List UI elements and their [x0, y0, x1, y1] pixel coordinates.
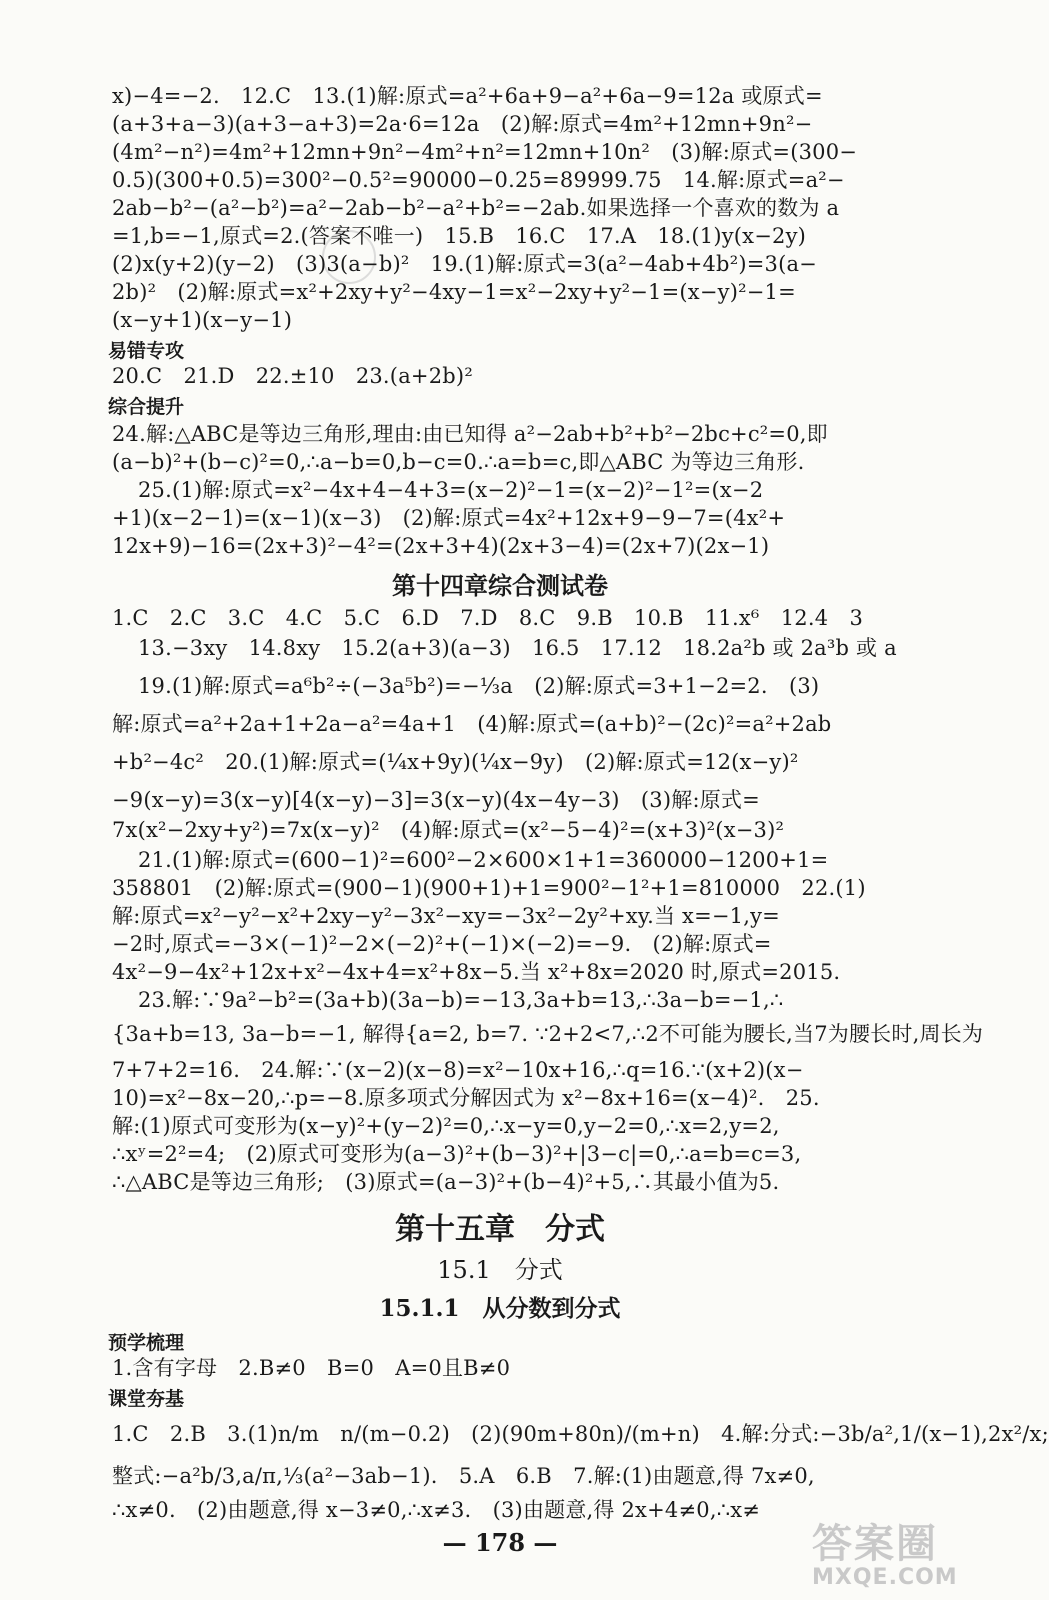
watermark-logo: [812, 1522, 988, 1592]
section-heading: 预学梳理: [108, 1332, 185, 1354]
text-line: 20.C 21.D 22.±10 23.(a+2b)²: [112, 364, 473, 388]
text-line: x)−4=−2. 12.C 13.(1)解:原式=a²+6a+9−a²+6a−9=12a 或原式=: [112, 84, 823, 108]
page-number: — 178 —: [442, 1528, 558, 1557]
text-line: +1)(x−2−1)=(x−1)(x−3) (2)解:原式=4x²+12x+9−9−7=(4x²+: [112, 506, 786, 530]
text-line: (x−y+1)(x−y−1): [112, 308, 293, 332]
watermark-url: MXQE.COM: [812, 1565, 958, 1590]
section-heading: 易错专攻: [108, 340, 185, 362]
text-line: 2ab−b²−(a²−b²)=a²−2ab−b²−a²+b²=−2ab.如果选择一个喜欢的数为 a: [112, 196, 840, 220]
text-line: ∴x≠0. (2)由题意,得 x−3≠0,∴x≠3. (3)由题意,得 2x+4≠0,∴x≠: [112, 1498, 761, 1522]
section-heading: 课堂夯基: [108, 1388, 185, 1410]
watermark-text: 答案圈: [812, 1521, 938, 1567]
section-15-1-1-title: 15.1.1 从分数到分式: [379, 1295, 621, 1322]
text-line: −9(x−y)=3(x−y)[4(x−y)−3]=3(x−y)(4x−4y−3) (3)解:原式=: [112, 788, 760, 812]
text-line: 25.(1)解:原式=x²−4x+4−4+3=(x−2)²−1=(x−2)²−1²=(x−2: [138, 478, 764, 502]
text-line: 0.5)(300+0.5)=300²−0.5²=90000−0.25=89999.75 14.解:原式=a²−: [112, 168, 845, 192]
chapter-15-title: 第十五章 分式: [395, 1212, 605, 1247]
text-line: 1.含有字母 2.B≠0 B=0 A=0且B≠0: [112, 1356, 511, 1380]
text-line: 解:原式=a²+2a+1+2a−a²=4a+1 (4)解:原式=(a+b)²−(2c)²=a²+2ab: [112, 712, 832, 736]
text-line: 21.(1)解:原式=(600−1)²=600²−2×600×1+1=360000−1200+1=: [138, 848, 829, 872]
text-line: 整式:−a²b/3,a/π,⅓(a²−3ab−1). 5.A 6.B 7.解:(1)由题意,得 7x≠0,: [112, 1464, 815, 1488]
text-line: 12x+9)−16=(2x+3)²−4²=(2x+3+4)(2x+3−4)=(2x+7)(2x−1): [112, 534, 770, 558]
text-line: 7+7+2=16. 24.解:∵(x−2)(x−8)=x²−10x+16,∴q=16.∵(x+2)(x−: [112, 1058, 804, 1082]
text-line: {3a+b=13, 3a−b=−1, 解得{a=2, b=7. ∵2+2<7,∴2不可能为腰长,当7为腰长时,周长为: [112, 1022, 984, 1046]
text-line: −2时,原式=−3×(−1)²−2×(−2)²+(−1)×(−2)=−9. (2)解:原式=: [112, 932, 772, 956]
text-line: ∴xʸ=2²=4; (2)原式可变形为(a−3)²+(b−3)²+|3−c|=0,∴a=b=c=3,: [112, 1142, 802, 1166]
text-line: 10)=x²−8x−20,∴p=−8.原多项式分解因式为 x²−8x+16=(x−4)². 25.: [112, 1086, 820, 1110]
text-line: 7x(x²−2xy+y²)=7x(x−y)² (4)解:原式=(x²−5−4)²=(x+3)²(x−3)²: [112, 818, 785, 842]
chapter-14-test-title: 第十四章综合测试卷: [392, 571, 608, 600]
text-line: 358801 (2)解:原式=(900−1)(900+1)+1=900²−1²+1=810000 22.(1): [112, 876, 866, 900]
text-line: 23.解:∵9a²−b²=(3a+b)(3a−b)=−13,3a+b=13,∴3a−b=−1,∴: [138, 988, 784, 1012]
text-line: 2b)² (2)解:原式=x²+2xy+y²−4xy−1=x²−2xy+y²−1=(x−y)²−1=: [112, 280, 796, 304]
text-line: 解:(1)原式可变形为(x−y)²+(y−2)²=0,∴x−y=0,y−2=0,∴x=2,y=2,: [112, 1114, 780, 1138]
text-line: 1.C 2.B 3.(1)n/m n/(m−0.2) (2)(90m+80n)/(m+n) 4.解:分式:−3b/a²,1/(x−1),2x²/x;: [112, 1422, 1049, 1446]
text-line: (4m²−n²)=4m²+12mn+9n²−4m²+n²=12mn+10n² (3)解:原式=(300−: [112, 140, 858, 164]
text-line: 24.解:△ABC是等边三角形,理由:由已知得 a²−2ab+b²+b²−2bc+c²=0,即: [112, 422, 828, 446]
section-15-1-title: 15.1 分式: [437, 1256, 563, 1284]
text-line: ∴△ABC是等边三角形; (3)原式=(a−3)²+(b−4)²+5,∴其最小值为5.: [112, 1170, 780, 1194]
section-heading: 综合提升: [108, 396, 185, 418]
text-line: 1.C 2.C 3.C 4.C 5.C 6.D 7.D 8.C 9.B 10.B 11.x⁶ 12.4 3: [112, 606, 864, 630]
text-line: 13.−3xy 14.8xy 15.2(a+3)(a−3) 16.5 17.12 18.2a²b 或 2a³b 或 a: [138, 636, 897, 660]
text-line: 4x²−9−4x²+12x+x²−4x+4=x²+8x−5.当 x²+8x=2020 时,原式=2015.: [112, 960, 841, 984]
text-line: (a−b)²+(b−c)²=0,∴a−b=0,b−c=0.∴a=b=c,即△ABC 为等边三角形.: [112, 450, 805, 474]
text-line: 19.(1)解:原式=a⁶b²÷(−3a⁵b²)=−⅓a (2)解:原式=3+1−2=2. (3): [138, 674, 820, 698]
text-line: 解:原式=x²−y²−x²+2xy−y²−3x²−xy=−3x²−2y²+xy.当 x=−1,y=: [112, 904, 780, 928]
text-line: =1,b=−1,原式=2.(答案不唯一) 15.B 16.C 17.A 18.(1)y(x−2y): [112, 224, 807, 248]
text-line: (a+3+a−3)(a+3−a+3)=2a·6=12a (2)解:原式=4m²+12mn+9n²−: [112, 112, 813, 136]
text-line: (2)x(y+2)(y−2) (3)3(a−b)² 19.(1)解:原式=3(a²−4ab+4b²)=3(a−: [112, 252, 817, 276]
text-line: +b²−4c² 20.(1)解:原式=(¼x+9y)(¼x−9y) (2)解:原式=12(x−y)²: [112, 750, 799, 774]
